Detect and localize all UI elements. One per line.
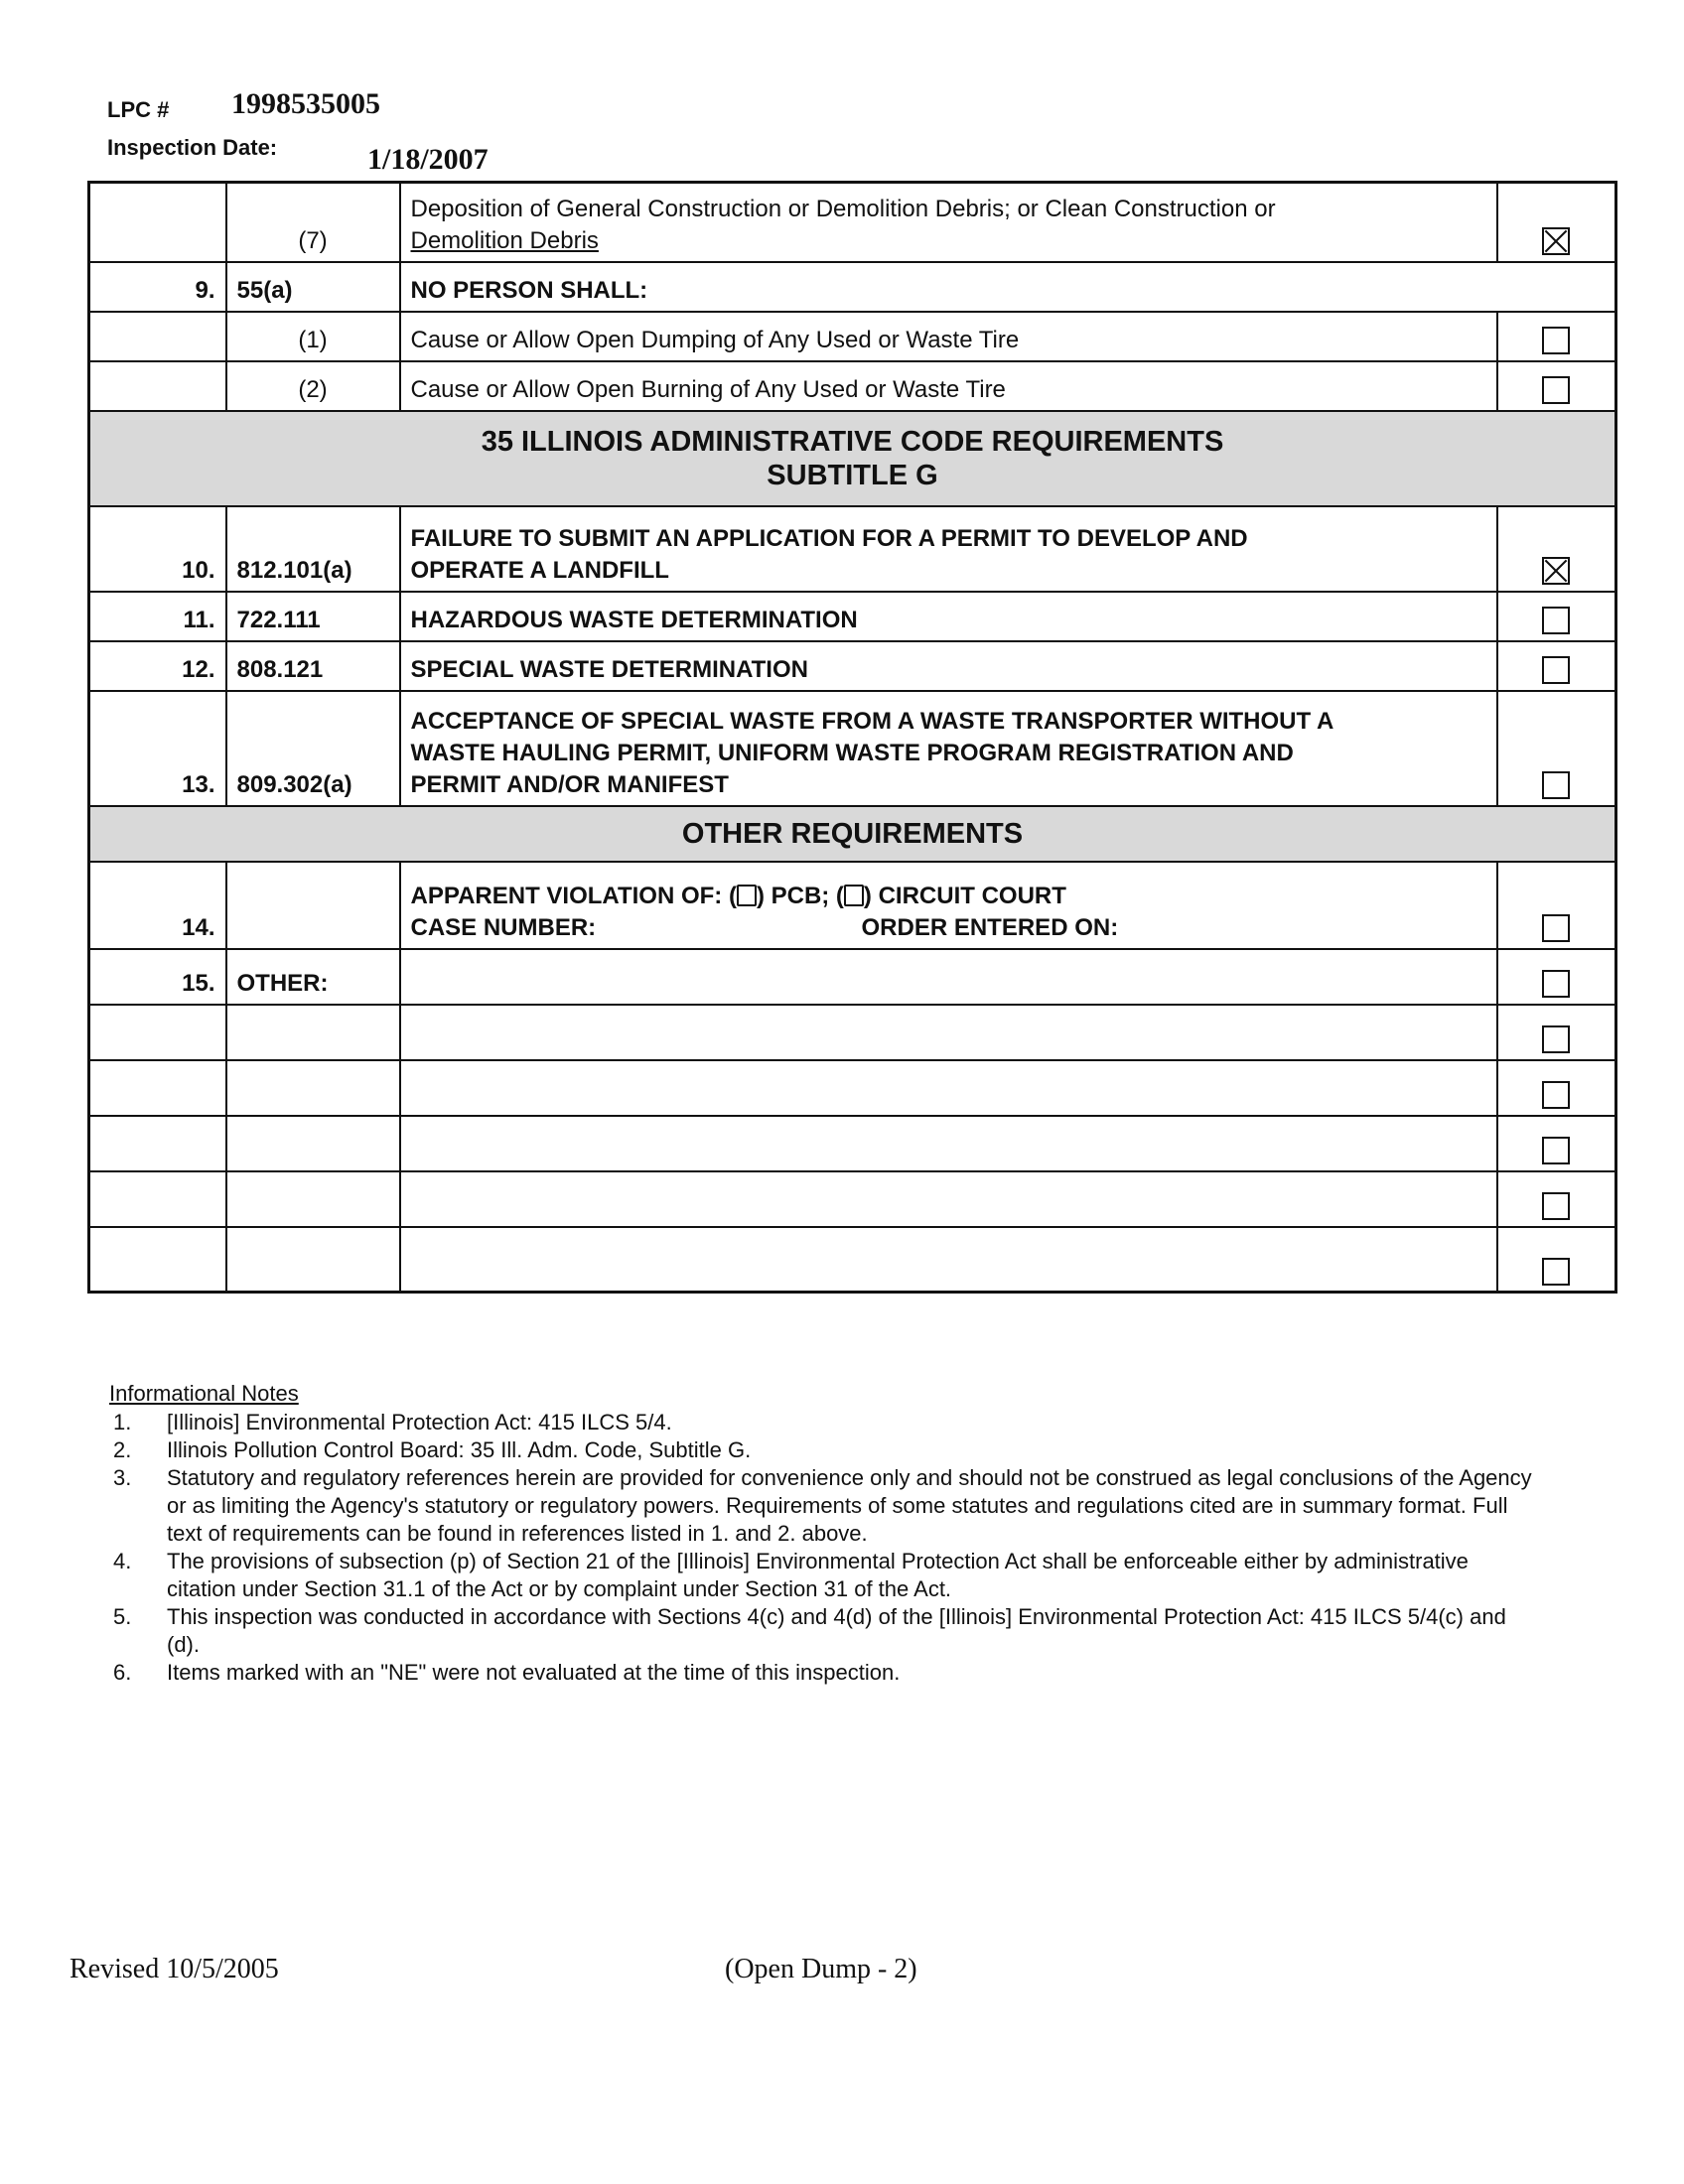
section-header: 35 ILLINOIS ADMINISTRATIVE CODE REQUIREMENTS SUBTITLE G [89, 411, 1616, 506]
checkbox[interactable] [1542, 607, 1570, 634]
row-description: SPECIAL WASTE DETERMINATION [400, 641, 1497, 691]
checkbox[interactable] [1542, 970, 1570, 998]
checkbox[interactable] [1542, 1192, 1570, 1220]
table-row [89, 1060, 1616, 1116]
checkbox[interactable] [1542, 1137, 1570, 1164]
circuit-court-checkbox[interactable] [844, 885, 864, 906]
checkbox[interactable] [1542, 914, 1570, 942]
row-citation: 812.101(a) [226, 506, 400, 592]
revised-date: Revised 10/5/2005 [70, 1954, 279, 1984]
checked-checkbox[interactable] [1542, 227, 1570, 255]
lpc-label: LPC # [107, 97, 170, 122]
informational-notes [109, 1380, 1539, 1687]
row-citation: 55(a) [226, 262, 400, 312]
row-description: HAZARDOUS WASTE DETERMINATION [400, 592, 1497, 641]
table-row: 11. 722.111 HAZARDOUS WASTE DETERMINATION [89, 592, 1616, 641]
row-citation: 808.121 [226, 641, 400, 691]
checkbox[interactable] [1542, 656, 1570, 684]
checkbox[interactable] [1542, 771, 1570, 799]
list-item: 1. [Illinois] Environmental Protection Act: 415 ILCS 5/4. [113, 1410, 672, 1434]
table-row [89, 183, 1616, 262]
row-description: NO PERSON SHALL: [400, 262, 1616, 312]
inspection-date-label: Inspection Date: [107, 135, 278, 160]
row-description: APPARENT VIOLATION OF: ( ) PCB; ( ) CIRCUIT COURT CASE NUMBER: ORDER ENTERED ON: [400, 862, 1497, 949]
table-row: 14. APPARENT VIOLATION OF: ( ) PCB; ( ) CIRCUIT COURT CASE NUMBER: ORDER ENTERED ON: [89, 862, 1616, 949]
order-entered-label: ORDER ENTERED ON: [861, 913, 1119, 941]
case-number-label: CASE NUMBER: [410, 913, 597, 941]
row-description: ACCEPTANCE OF SPECIAL WASTE FROM A WASTE TRANSPORTER WITHOUT A WASTE HAULING PERMIT, UNIFORM WASTE PROGRAM REGISTRATION AND PERMIT AND/OR MANIFEST [400, 691, 1497, 806]
pcb-checkbox[interactable] [737, 885, 757, 906]
checkbox[interactable] [1542, 1258, 1570, 1286]
row-description: Deposition of General Construction or Demolition Debris; or Clean Construction or Demolition Debris [400, 183, 1497, 262]
notes-title: Informational Notes [109, 1381, 299, 1406]
section-header: OTHER REQUIREMENTS [89, 806, 1616, 862]
checkbox[interactable] [1542, 1081, 1570, 1109]
table-row: 15. OTHER: [89, 949, 1616, 1005]
row-citation: 809.302(a) [226, 691, 400, 806]
checkbox[interactable] [1542, 327, 1570, 354]
table-row: 9. 55(a) NO PERSON SHALL: [89, 262, 1616, 312]
row-citation: (2) [226, 361, 400, 411]
row-description: FAILURE TO SUBMIT AN APPLICATION FOR A PERMIT TO DEVELOP AND OPERATE A LANDFILL [400, 506, 1497, 592]
table-row [89, 1227, 1616, 1293]
row-description: Cause or Allow Open Dumping of Any Used or Waste Tire [400, 312, 1497, 361]
table-row: 12. 808.121 SPECIAL WASTE DETERMINATION [89, 641, 1616, 691]
table-row [89, 1116, 1616, 1171]
lpc-number: 1998535005 [231, 87, 380, 120]
page-label: (Open Dump - 2) [725, 1954, 917, 1984]
row-citation: (7) [226, 183, 400, 262]
row-citation: (1) [226, 312, 400, 361]
table-row [89, 361, 1616, 411]
table-row [89, 312, 1616, 361]
notes-list [109, 1409, 1539, 1687]
row-citation: OTHER: [226, 949, 400, 1005]
table-row: 10. 812.101(a) FAILURE TO SUBMIT AN APPLICATION FOR A PERMIT TO DEVELOP AND OPERATE A LANDFILL [89, 506, 1616, 592]
list-item: 2. Illinois Pollution Control Board: 35 Ill. Adm. Code, Subtitle G. [113, 1437, 752, 1462]
table-row [89, 1171, 1616, 1227]
list-item: 5. This inspection was conducted in accordance with Sections 4(c) and 4(d) of the [Illinois] Environmental Protection Act: 415 ILCS 5/4(c) and (d). [113, 1604, 1506, 1657]
list-item: 6. Items marked with an "NE" were not evaluated at the time of this inspection. [113, 1660, 901, 1685]
list-item: 3. Statutory and regulatory references herein are provided for convenience only and should not be construed as legal conclusions of the Agency or as limiting the Agency's statutory or regulatory powers. Requirements of some statutes and regulations cited are in summary format. Full text of requirements can be found in references listed in 1. and 2. above. [113, 1465, 1532, 1546]
row-citation: 722.111 [226, 592, 400, 641]
inspection-date: 1/18/2007 [367, 143, 489, 176]
row-description: Cause or Allow Open Burning of Any Used or Waste Tire [400, 361, 1497, 411]
list-item: 4. The provisions of subsection (p) of Section 21 of the [Illinois] Environmental Protection Act shall be enforceable either by administrative citation under Section 31.1 of the Act or by complaint under Section 31 of the Act. [113, 1549, 1469, 1601]
checkbox[interactable] [1542, 1025, 1570, 1053]
table-row [89, 1005, 1616, 1060]
requirements-table [87, 181, 1617, 1294]
checked-checkbox[interactable] [1542, 557, 1570, 585]
checkbox[interactable] [1542, 376, 1570, 404]
table-row: 13. 809.302(a) ACCEPTANCE OF SPECIAL WASTE FROM A WASTE TRANSPORTER WITHOUT A WASTE HAULING PERMIT, UNIFORM WASTE PROGRAM REGISTRATION AND PERMIT AND/OR MANIFEST [89, 691, 1616, 806]
